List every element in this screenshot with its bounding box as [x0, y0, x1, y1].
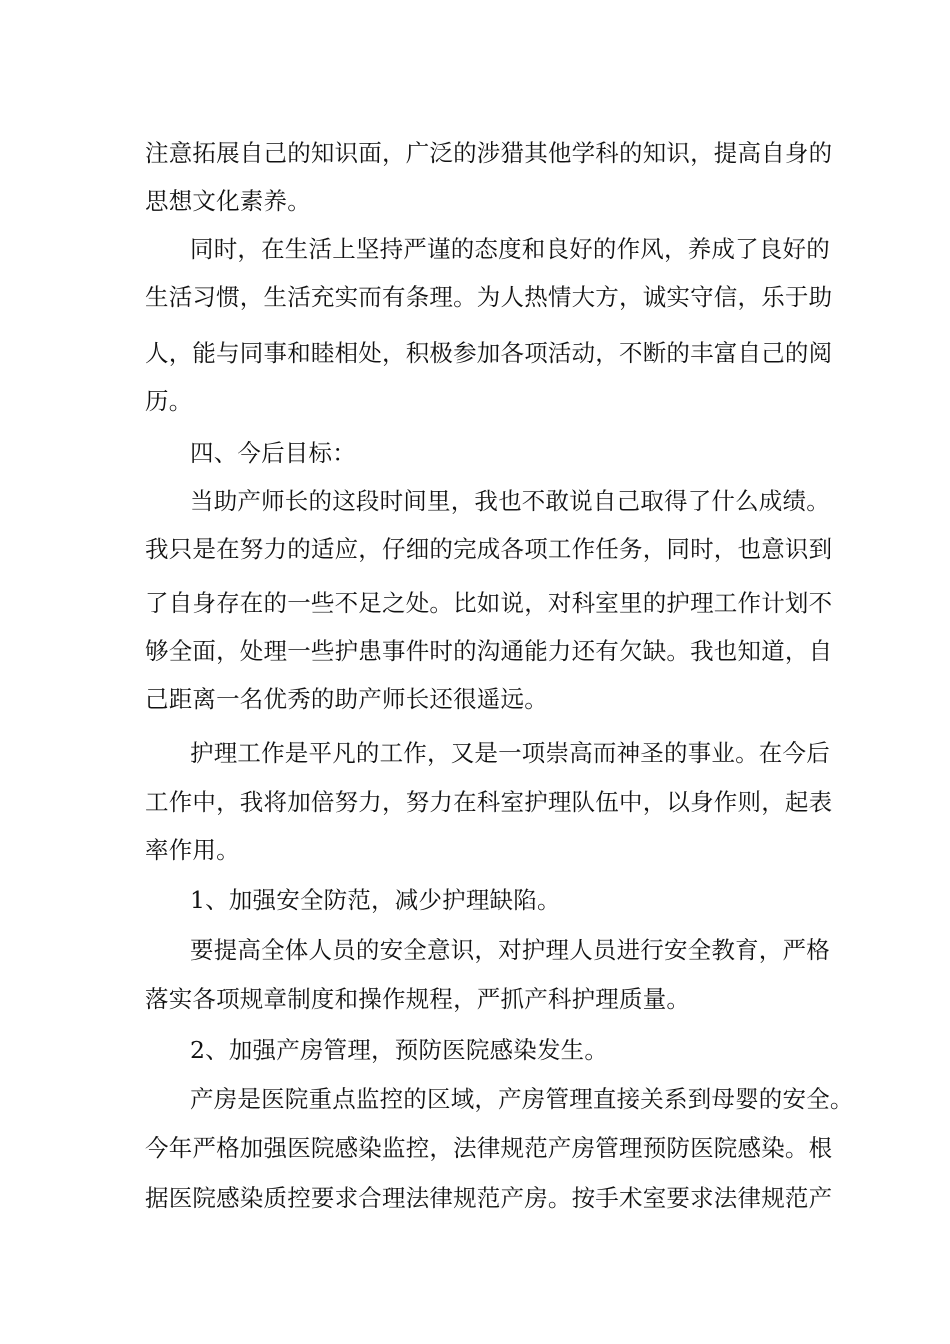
paragraph-first-line: 产房是医院重点监控的区域，产房管理直接关系到母婴的安全。	[190, 1085, 854, 1113]
text-line: 落实各项规章制度和操作规程，严抓产科护理质量。	[145, 985, 691, 1013]
section-heading: 四、今后目标：	[190, 439, 356, 467]
text-line: 人，能与同事和睦相处，积极参加各项活动，不断的丰富自己的阅	[145, 339, 833, 367]
list-item-heading: 1、加强安全防范，减少护理缺陷。	[190, 886, 561, 914]
text-line: 注意拓展自己的知识面，广泛的涉猎其他学科的知识，提高自身的	[145, 139, 833, 167]
paragraph-first-line: 同时，在生活上坚持严谨的态度和良好的作风，养成了良好的	[190, 235, 830, 263]
text-line: 工作中，我将加倍努力，努力在科室护理队伍中，以身作则，起表	[145, 788, 833, 816]
text-line: 够全面，处理一些护患事件时的沟通能力还有欠缺。我也知道，自	[145, 637, 833, 665]
text-line: 率作用。	[145, 836, 240, 864]
list-item-heading: 2、加强产房管理，预防医院感染发生。	[190, 1036, 609, 1064]
text-line: 己距离一名优秀的助产师长还很遥远。	[145, 685, 548, 713]
text-line: 历。	[145, 387, 193, 415]
text-line: 我只是在努力的适应，仔细的完成各项工作任务，同时，也意识到	[145, 535, 833, 563]
paragraph-first-line: 当助产师长的这段时间里，我也不敢说自己取得了什么成绩。	[190, 487, 830, 515]
text-line: 生活习惯，生活充实而有条理。为人热情大方，诚实守信，乐于助	[145, 283, 833, 311]
text-line: 今年严格加强医院感染监控，法律规范产房管理预防医院感染。根	[145, 1134, 833, 1162]
text-line: 据医院感染质控要求合理法律规范产房。按手术室要求法律规范产	[145, 1184, 833, 1212]
paragraph-first-line: 要提高全体人员的安全意识，对护理人员进行安全教育，严格	[190, 936, 830, 964]
text-line: 思想文化素养。	[145, 187, 311, 215]
paragraph-first-line: 护理工作是平凡的工作，又是一项崇高而神圣的事业。在今后	[190, 739, 830, 767]
text-line: 了自身存在的一些不足之处。比如说，对科室里的护理工作计划不	[145, 589, 833, 617]
